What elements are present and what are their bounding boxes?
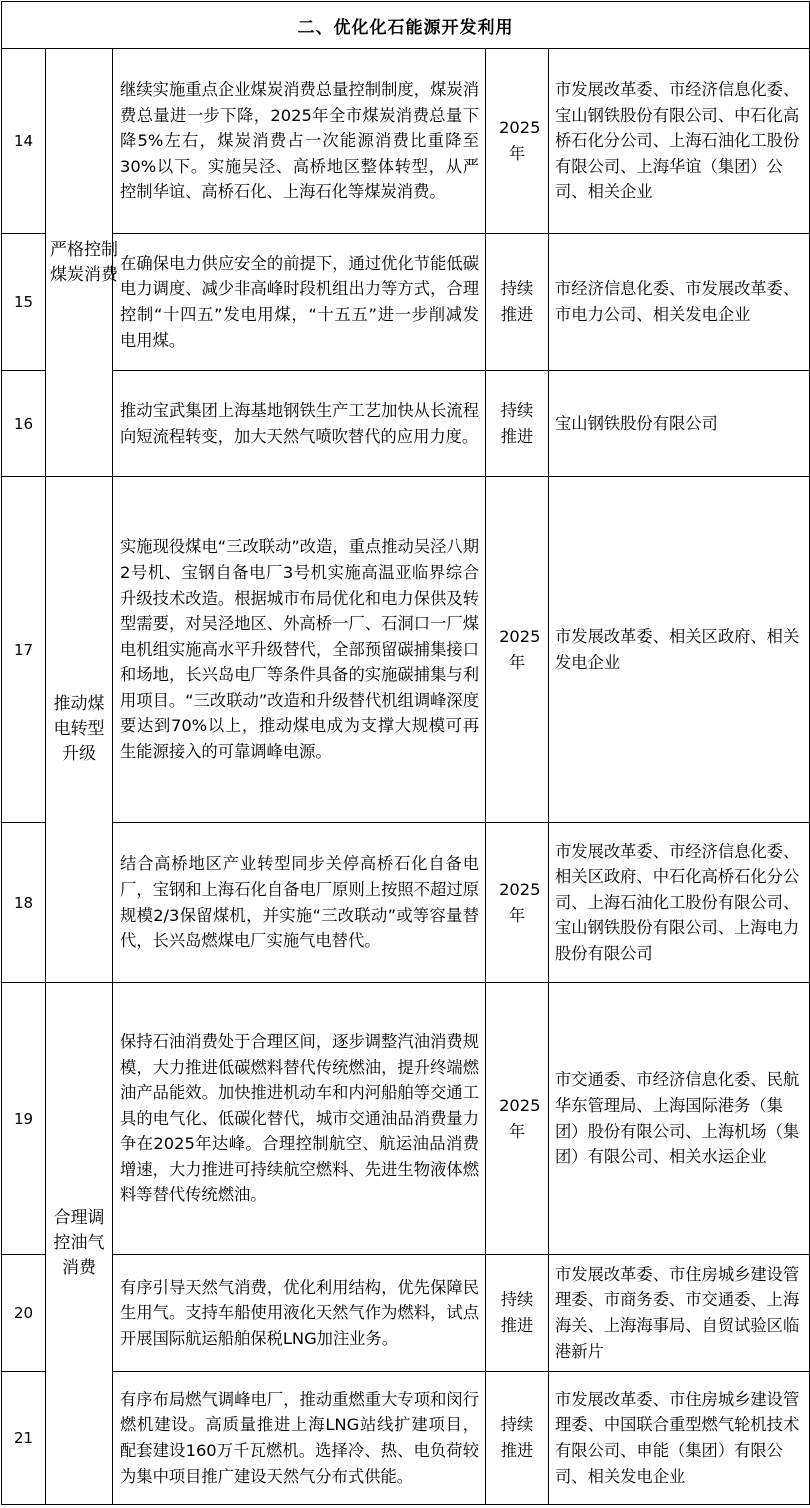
table-row <box>2 371 810 477</box>
time-label: 持续推进 <box>500 1290 534 1335</box>
time-label: 持续推进 <box>500 1415 534 1460</box>
time-cell <box>486 234 549 371</box>
category-label: 合理调控油气消费 <box>53 1208 105 1278</box>
table-row <box>2 477 810 823</box>
table-row <box>2 49 810 234</box>
responsible-cell: 市发展改革委、市经济信息化委、相关区政府、中石化高桥石化分公司、上海石油化工股份有限公司、宝山钢铁股份有限公司、上海电力股份有限公司 <box>549 823 810 983</box>
table-row <box>2 1255 810 1372</box>
category-label: 严格控制煤炭消费 <box>50 239 118 285</box>
section-title: 二、优化化石能源开发利用 <box>2 2 810 49</box>
row-number: 17 <box>2 477 46 823</box>
time-cell <box>486 49 549 234</box>
responsible-cell: 市发展改革委、市经济信息化委、宝山钢铁股份有限公司、中石化高桥石化分公司、上海石油化工股份有限公司、上海华谊（集团）公司、相关企业 <box>549 49 810 234</box>
responsible-cell: 宝山钢铁股份有限公司 <box>549 371 810 477</box>
time-cell <box>486 371 549 477</box>
time-label: 2025年 <box>499 1095 541 1141</box>
task-cell: 继续实施重点企业煤炭消费总量控制制度，煤炭消费总量进一步下降，2025年全市煤炭消费总量下降5%左右，煤炭消费占一次能源消费比重降至30%以下。实施吴泾、高桥地区整体转型，从严控制华谊、高桥石化、上海石化等煤炭消费。 <box>113 49 486 234</box>
row-number: 19 <box>2 983 46 1255</box>
row-number: 16 <box>2 371 46 477</box>
table-row <box>2 823 810 983</box>
row-number: 18 <box>2 823 46 983</box>
responsible-cell: 市发展改革委、市住房城乡建设管理委、中国联合重型燃气轮机技术有限公司、申能（集团）有限公司、相关发电企业 <box>549 1372 810 1505</box>
row-number: 20 <box>2 1255 46 1372</box>
task-cell: 有序引导天然气消费，优化利用结构，优先保障民生用气。支持车船使用液化天然气作为燃料，试点开展国际航运船舶保税LNG加注业务。 <box>113 1255 486 1372</box>
time-cell <box>486 1255 549 1372</box>
time-label: 2025年 <box>499 626 541 672</box>
task-cell: 有序布局燃气调峰电厂，推动重燃重大专项和闵行燃机建设。高质量推进上海LNG站线扩建项目，配套建设160万千瓦燃机。选择冷、热、电负荷较为集中项目推广建设天然气分布式供能。 <box>113 1372 486 1505</box>
task-cell: 保持石油消费处于合理区间，逐步调整汽油消费规模，大力推进低碳燃料替代传统燃油，提升终端燃油产品能效。加快推进机动车和内河船舶等交通工具的电气化、低碳化替代，城市交通油品消费量力争在2025年达峰。合理控制航空、航运油品消费增速，大力推进可持续航空燃料、先进生物液体燃料等替代传统燃油。 <box>113 983 486 1255</box>
category-cell <box>46 49 118 477</box>
category-label: 推动煤电转型升级 <box>53 694 105 764</box>
section-header-row <box>2 2 810 49</box>
row-number: 15 <box>2 234 46 371</box>
time-label: 2025年 <box>499 118 541 163</box>
table-row <box>2 1372 810 1505</box>
row-number: 14 <box>2 49 46 234</box>
task-cell: 实施现役煤电“三改联动”改造，重点推动吴泾八期2号机、宝钢自备电厂3号机实施高温亚临界综合升级技术改造。根据城市布局优化和电力保供及转型需要，对吴泾地区、外高桥一厂、石洞口一厂煤电机组实施高水平升级替代，全部预留碳捕集接口和场地，长兴岛电厂等条件具备的实施碳捕集与利用项目。“三改联动”改造和升级替代机组调峰深度要达到70%以上，推动煤电成为支撑大规模可再生能源接入的可靠调峰电源。 <box>113 477 486 823</box>
time-cell <box>486 477 549 823</box>
responsible-cell: 市经济信息化委、市发展改革委、市电力公司、相关发电企业 <box>549 234 810 371</box>
category-cell <box>46 983 113 1505</box>
task-cell: 推动宝武集团上海基地钢铁生产工艺加快从长流程向短流程转变，加大天然气喷吹替代的应用力度。 <box>113 371 486 477</box>
time-label: 2025年 <box>499 879 541 925</box>
responsible-cell: 市发展改革委、市住房城乡建设管理委、市商务委、市交通委、上海海关、上海海事局、自贸试验区临港新片 <box>549 1255 810 1372</box>
table-row <box>2 234 810 371</box>
measures-table <box>1 1 810 1505</box>
row-number: 21 <box>2 1372 46 1505</box>
time-label: 持续推进 <box>500 400 534 446</box>
time-label: 持续推进 <box>500 279 534 324</box>
time-cell <box>486 823 549 983</box>
responsible-cell: 市发展改革委、相关区政府、相关发电企业 <box>549 477 810 823</box>
time-cell <box>486 983 549 1255</box>
task-cell: 在确保电力供应安全的前提下，通过优化节能低碳电力调度、减少非高峰时段机组出力等方式，合理控制“十四五”发电用煤，“十五五”进一步削减发电用煤。 <box>113 234 486 371</box>
task-cell: 结合高桥地区产业转型同步关停高桥石化自备电厂，宝钢和上海石化自备电厂原则上按照不超过原规模2/3保留煤机，并实施“三改联动”或等容量替代，长兴岛燃煤电厂实施气电替代。 <box>113 823 486 983</box>
responsible-cell: 市交通委、市经济信息化委、民航华东管理局、上海国际港务（集团）股份有限公司、上海机场（集团）有限公司、相关水运企业 <box>549 983 810 1255</box>
time-cell <box>486 1372 549 1505</box>
table-row <box>2 983 810 1255</box>
category-cell <box>46 477 113 983</box>
